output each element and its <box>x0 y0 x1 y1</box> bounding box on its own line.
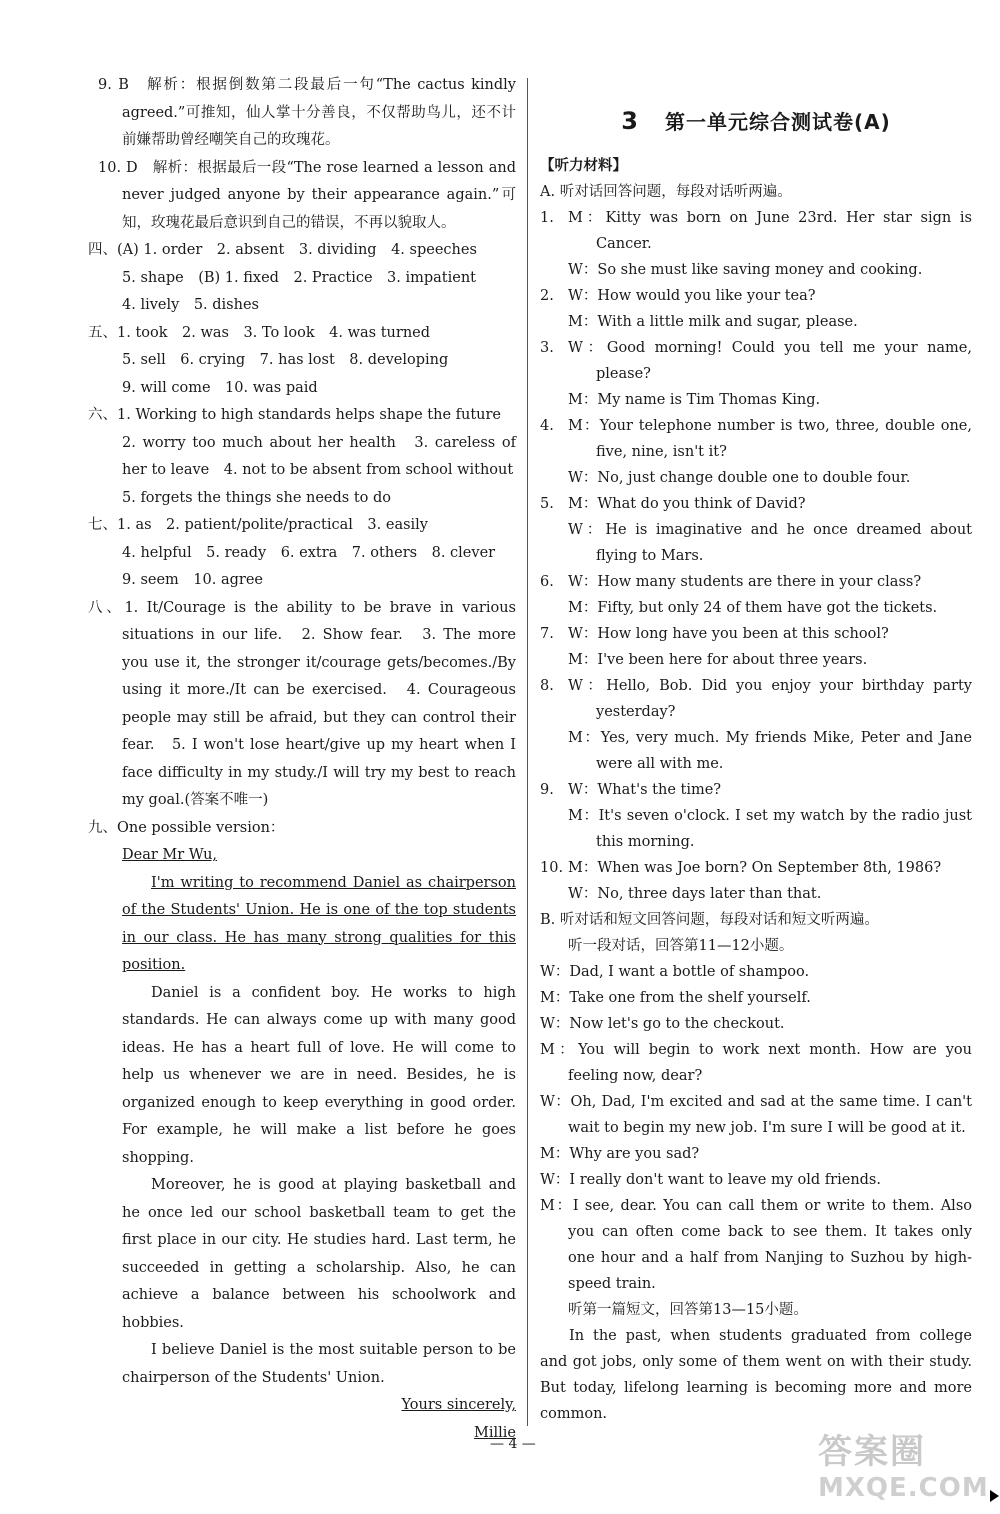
dialogue-line <box>540 595 972 621</box>
dialogue-number: 10. <box>540 860 564 876</box>
part-b-line: M：Take one from the shelf yourself. <box>540 990 811 1006</box>
dialogue-text: W：So she must like saving money and cooking. <box>568 262 923 278</box>
dialogue-line <box>540 491 972 517</box>
dialogue-text: W：How many students are there in your class? <box>568 574 922 590</box>
letter-paragraph-2: Daniel is a confident boy. He works to high standards. He can always come up with many good ideas. He has a heart full of love. He will come to help us whenever we are in need. Besides, he is organized enough to keep everything in good order. For example, he will make a list before he goes shopping. <box>122 984 516 1166</box>
dialogue-line <box>540 309 972 335</box>
passage-text: In the past, when students graduated from college and got jobs, only some of them went on with their study. But today, lifelong learning is becoming more and more common. <box>540 1328 972 1422</box>
dialogue-number: 9. <box>540 782 554 798</box>
part-b-line: W：Now let's go to the checkout. <box>540 1016 785 1032</box>
dialogue-item <box>540 335 972 413</box>
dialogue-text: W：How would you like your tea? <box>568 288 816 304</box>
dialogue-text: M：Your telephone number is two, three, double one, five, nine, isn't it? <box>568 418 972 460</box>
watermark-logo: 答案圈 <box>818 1432 926 1472</box>
section-6-line2: 2. worry too much about her health 3. careless of her to leave 4. not to be absent from school without <box>122 434 516 478</box>
section-4-line2: 5. shape (B) 1. fixed 2. Practice 3. impatient <box>122 269 476 286</box>
dialogue-line <box>540 855 972 881</box>
letter-signature: Millie <box>474 1424 516 1441</box>
dialogue-line <box>540 725 972 777</box>
dialogue-line <box>540 777 972 803</box>
part-b-dialogue-heading: 听一段对话，回答第11—12小题。 <box>568 938 794 954</box>
dialogue-text: M：What do you think of David? <box>568 496 806 512</box>
part-b-line: M：I see, dear. You can call them or write to them. Also you can often come back to see them. It takes only one hour and a half from Nanjing to Suzhou by high-speed train. <box>540 1198 972 1292</box>
right-column <box>540 72 972 1427</box>
dialogue-text: W：He is imaginative and he once dreamed about flying to Mars. <box>568 522 972 564</box>
letter-paragraph-1: I'm writing to recommend Daniel as chairperson of the Students' Union. He is one of the top students in our class. He has many strong qualities for this position. <box>122 874 516 973</box>
listening-label: 【听力材料】 <box>540 157 627 174</box>
dialogue-text: M：When was Joe born? On September 8th, 1986? <box>568 860 942 876</box>
dialogue-text: M：My name is Tim Thomas King. <box>568 392 821 408</box>
section-9-heading: 九、One possible version： <box>88 819 285 836</box>
dialogue-number: 6. <box>540 574 554 590</box>
column-divider <box>527 78 528 1426</box>
dialogue-line <box>540 283 972 309</box>
dialogue-item <box>540 673 972 777</box>
dialogue-line <box>540 465 972 491</box>
dialogue-number: 5. <box>540 496 554 512</box>
dialogue-item <box>540 283 972 335</box>
part-b-line: W：I really don't want to leave my old friends. <box>540 1172 881 1188</box>
dialogue-line <box>540 517 972 569</box>
dialogue-line <box>540 257 972 283</box>
dialogue-item <box>540 777 972 855</box>
dialogue-text: M：Fifty, but only 24 of them have got the tickets. <box>568 600 938 616</box>
dialogue-text: W：No, just change double one to double four. <box>568 470 911 486</box>
left-column <box>88 72 516 1447</box>
test-title <box>540 106 972 135</box>
part-b-dialogue <box>540 959 972 1297</box>
dialogue-line <box>540 569 972 595</box>
passage-heading: 听第一篇短文，回答第13—15小题。 <box>568 1302 808 1318</box>
test-title-text: 第一单元综合测试卷(A) <box>664 110 891 134</box>
dialogue-item <box>540 855 972 907</box>
letter-paragraph-4: I believe Daniel is the most suitable person to be chairperson of the Students' Union. <box>122 1342 516 1386</box>
dialogue-item <box>540 413 972 491</box>
section-7-line1: 七、1. as 2. patient/polite/practical 3. easily <box>88 517 428 533</box>
dialogue-line <box>540 881 972 907</box>
dialogue-line <box>540 803 972 855</box>
dialogue-text: M：I've been here for about three years. <box>568 652 868 668</box>
dialogue-item <box>540 621 972 673</box>
dialogue-text: W：Hello, Bob. Did you enjoy your birthday party yesterday? <box>568 678 972 720</box>
section-7-line3: 9. seem 10. agree <box>122 572 263 588</box>
sample-letter <box>88 842 516 1447</box>
section-6-line3: 5. forgets the things she needs to do <box>122 489 392 506</box>
section-8: 八、1. It/Courage is the ability to be brave in various situations in our life. 2. Show fear. 3. The more you use it, the stronger it/courage gets/becomes./By using it more./It can be exercised. 4. Courageous people may still be afraid, but they can control their fear. 5. I won't lose heart/give up my heart when I face difficulty in my study./I will try my best to reach my goal.(答案不唯一) <box>88 599 516 808</box>
dialogue-text: W：Good morning! Could you tell me your name, please? <box>568 340 972 382</box>
answer-q10: 10. D 解析：根据最后一段“The rose learned a lesson and never judged anyone by their appearance again.”可知，玫瑰花最后意识到自己的错误，不再以貌取人。 <box>98 159 516 231</box>
dialogue-number: 8. <box>540 678 554 694</box>
dialogue-line <box>540 413 972 465</box>
section-5-line3: 9. will come 10. was paid <box>122 379 318 396</box>
section-6-line1: 六、1. Working to high standards helps shape the future <box>88 407 502 423</box>
section-4-line3: 4. lively 5. dishes <box>122 297 259 313</box>
dialogue-number: 3. <box>540 340 554 356</box>
answer-q9: 9. B 解析：根据倒数第二段最后一句“The cactus kindly agreed.”可推知，仙人掌十分善良，不仅帮助鸟儿，还不计前嫌帮助曾经嘲笑自己的玫瑰花。 <box>98 77 516 148</box>
part-b-line: W：Dad, I want a bottle of shampoo. <box>540 964 810 980</box>
dialogue-number: 4. <box>540 418 554 434</box>
dialogue-number: 7. <box>540 626 554 642</box>
part-a-instructions: A. 听对话回答问题，每段对话听两遍。 <box>540 184 792 200</box>
dialogue-text: M：Yes, very much. My friends Mike, Peter and Jane were all with me. <box>568 730 972 772</box>
dialogue-number: 2. <box>540 288 554 304</box>
dialogue-line <box>540 205 972 257</box>
part-b-instructions: B. 听对话和短文回答问题，每段对话和短文听两遍。 <box>540 912 879 928</box>
dialogue-line <box>540 621 972 647</box>
section-7-line2: 4. helpful 5. ready 6. extra 7. others 8. clever <box>122 544 496 561</box>
dialogue-line <box>540 647 972 673</box>
dialogue-text: W：What's the time? <box>568 782 722 798</box>
part-b-line: M：Why are you sad? <box>540 1146 700 1162</box>
dialogue-line <box>540 335 972 387</box>
dialogue-text: W：No, three days later than that. <box>568 886 822 902</box>
section-5-line1: 五、1. took 2. was 3. To look 4. was turned <box>88 324 431 341</box>
dialogue-item <box>540 569 972 621</box>
section-5-line2: 5. sell 6. crying 7. has lost 8. developing <box>122 352 449 368</box>
dialogue-line <box>540 673 972 725</box>
letter-greeting: Dear Mr Wu, <box>122 847 218 863</box>
part-b-line: M：You will begin to work next month. How are you feeling now, dear? <box>540 1042 972 1084</box>
test-number: 3 <box>621 107 639 135</box>
dialogue-item <box>540 491 972 569</box>
dialogue-number: 1. <box>540 210 554 226</box>
part-b-line: W：Oh, Dad, I'm excited and sad at the same time. I can't wait to begin my new job. I'm sure I will be good at it. <box>540 1094 972 1136</box>
dialogue-text: M：Kitty was born on June 23rd. Her star sign is Cancer. <box>568 210 972 252</box>
dialogue-text: W：How long have you been at this school? <box>568 626 889 642</box>
corner-arrow-icon <box>990 1490 999 1502</box>
watermark-url: MXQE.COM <box>818 1473 989 1503</box>
dialogue-line <box>540 387 972 413</box>
dialogue-item <box>540 205 972 283</box>
section-4-line1: 四、(A) 1. order 2. absent 3. dividing 4. speeches <box>88 242 477 258</box>
letter-paragraph-3: Moreover, he is good at playing basketball and he once led our school basketball team to get the first place in our city. He studies hard. Last term, he succeeded in getting a scholarship. Also, he can achieve a balance between his schoolwork and hobbies. <box>122 1177 516 1331</box>
dialogue-list <box>540 205 972 907</box>
dialogue-text: M：With a little milk and sugar, please. <box>568 314 858 330</box>
dialogue-text: M：It's seven o'clock. I set my watch by the radio just this morning. <box>568 808 972 850</box>
watermark <box>818 1424 988 1504</box>
page-number: — 4 — <box>490 1436 536 1452</box>
letter-closing: Yours sincerely, <box>401 1397 516 1413</box>
